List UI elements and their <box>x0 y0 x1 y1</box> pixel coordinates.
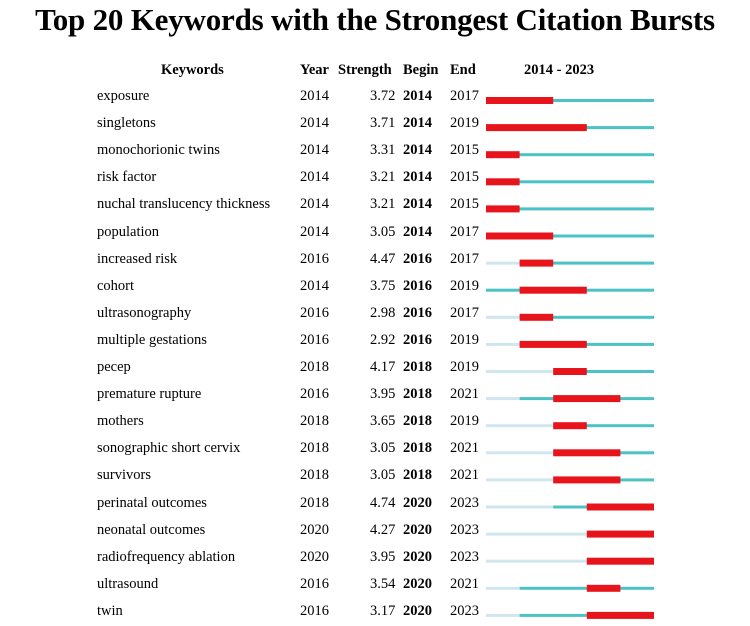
strength-cell: 2.92 <box>370 331 396 348</box>
strength-cell: 3.17 <box>370 602 396 619</box>
keyword-cell: nuchal translucency thickness <box>97 196 271 213</box>
header-end: End <box>450 62 476 78</box>
year-cell: 2018 <box>300 440 329 457</box>
strength-cell: 3.65 <box>370 413 396 430</box>
end-cell: 2017 <box>450 223 479 240</box>
begin-cell: 2018 <box>403 359 432 375</box>
begin-cell: 2018 <box>403 386 432 403</box>
inactive-segment <box>486 506 553 509</box>
begin-cell: 2016 <box>403 277 432 294</box>
burst-bar <box>486 205 520 212</box>
year-cell: 2016 <box>300 304 329 321</box>
end-cell: 2019 <box>450 413 479 430</box>
end-cell: 2019 <box>450 359 479 375</box>
end-cell: 2021 <box>450 467 479 484</box>
strength-cell: 3.31 <box>370 142 396 159</box>
burst-bar <box>486 97 553 104</box>
year-cell: 2014 <box>300 142 329 159</box>
strength-cell: 3.05 <box>370 223 396 240</box>
inactive-segment <box>486 397 520 400</box>
keyword-cell: neonatal outcomes <box>97 521 206 538</box>
keyword-cell: increased risk <box>97 250 178 267</box>
end-cell: 2021 <box>450 386 479 403</box>
burst-bar <box>520 287 587 294</box>
burst-bar <box>486 233 553 240</box>
year-cell: 2018 <box>300 494 329 511</box>
inactive-segment <box>486 370 553 373</box>
end-cell: 2023 <box>450 548 479 565</box>
burst-bar <box>553 449 620 456</box>
inactive-segment <box>486 343 520 346</box>
keyword-cell: risk factor <box>97 169 157 186</box>
year-cell: 2014 <box>300 277 329 294</box>
burst-bar <box>553 368 587 375</box>
begin-cell: 2016 <box>403 331 432 348</box>
year-cell: 2016 <box>300 575 329 592</box>
keyword-cell: population <box>97 223 160 240</box>
begin-cell: 2016 <box>403 304 432 321</box>
strength-cell: 4.74 <box>370 494 396 511</box>
begin-cell: 2020 <box>403 602 432 619</box>
burst-bar <box>587 504 654 511</box>
begin-cell: 2014 <box>403 88 432 104</box>
end-cell: 2019 <box>450 331 479 348</box>
burst-bar <box>520 341 587 348</box>
inactive-segment <box>486 451 553 454</box>
keyword-cell: cohort <box>97 277 135 294</box>
year-cell: 2016 <box>300 386 329 403</box>
begin-cell: 2020 <box>403 575 432 592</box>
keyword-cell: singletons <box>97 115 156 132</box>
strength-cell: 3.95 <box>370 386 396 403</box>
burst-bar <box>520 314 554 321</box>
year-cell: 2020 <box>300 548 329 565</box>
chart-title: Top 20 Keywords with the Strongest Citation Bursts <box>35 2 715 37</box>
begin-cell: 2018 <box>403 467 432 484</box>
header-range: 2014 - 2023 <box>524 62 595 78</box>
year-cell: 2018 <box>300 359 329 375</box>
keyword-cell: perinatal outcomes <box>97 494 207 511</box>
burst-bar <box>553 395 620 402</box>
burst-bar <box>486 151 520 158</box>
inactive-segment <box>486 587 520 590</box>
keyword-cell: monochorionic twins <box>97 142 220 159</box>
strength-cell: 3.54 <box>370 575 396 592</box>
strength-cell: 3.75 <box>370 277 396 294</box>
begin-cell: 2014 <box>403 115 432 132</box>
strength-cell: 3.21 <box>370 169 396 186</box>
keyword-cell: radiofrequency ablation <box>97 548 236 565</box>
header-year: Year <box>300 62 329 78</box>
year-cell: 2016 <box>300 250 329 267</box>
inactive-segment <box>486 560 587 563</box>
end-cell: 2023 <box>450 494 479 511</box>
keyword-cell: mothers <box>97 413 144 430</box>
keyword-cell: exposure <box>97 88 150 104</box>
year-cell: 2020 <box>300 521 329 538</box>
burst-bar <box>587 585 621 592</box>
burst-bar <box>553 476 620 483</box>
strength-cell: 4.47 <box>370 250 396 267</box>
end-cell: 2023 <box>450 602 479 619</box>
end-cell: 2017 <box>450 88 479 104</box>
keyword-cell: ultrasound <box>97 575 159 592</box>
inactive-segment <box>486 533 587 536</box>
end-cell: 2017 <box>450 304 479 321</box>
keyword-cell: multiple gestations <box>97 331 207 348</box>
header-begin: Begin <box>403 62 439 78</box>
year-cell: 2014 <box>300 223 329 240</box>
burst-bar <box>587 558 654 565</box>
header-strength: Strength <box>338 62 392 78</box>
end-cell: 2015 <box>450 169 479 186</box>
strength-cell: 4.17 <box>370 359 396 375</box>
begin-cell: 2020 <box>403 494 432 511</box>
year-cell: 2018 <box>300 413 329 430</box>
burst-bar <box>587 531 654 538</box>
keyword-cell: twin <box>97 602 123 619</box>
inactive-segment <box>486 424 553 427</box>
keyword-cell: sonographic short cervix <box>97 440 241 457</box>
strength-cell: 3.05 <box>370 440 396 457</box>
burst-bar <box>587 612 654 619</box>
end-cell: 2023 <box>450 521 479 538</box>
strength-cell: 2.98 <box>370 304 396 321</box>
begin-cell: 2014 <box>403 223 432 240</box>
inactive-segment <box>486 262 520 265</box>
end-cell: 2021 <box>450 440 479 457</box>
begin-cell: 2020 <box>403 548 432 565</box>
year-cell: 2018 <box>300 467 329 484</box>
burst-bar <box>486 178 520 185</box>
begin-cell: 2014 <box>403 196 432 213</box>
keyword-cell: premature rupture <box>97 386 202 403</box>
strength-cell: 3.72 <box>370 88 396 104</box>
begin-cell: 2018 <box>403 413 432 430</box>
strength-cell: 4.27 <box>370 521 396 538</box>
burst-bar <box>553 422 587 429</box>
strength-cell: 3.05 <box>370 467 396 484</box>
end-cell: 2019 <box>450 277 479 294</box>
strength-cell: 3.21 <box>370 196 396 213</box>
end-cell: 2021 <box>450 575 479 592</box>
strength-cell: 3.71 <box>370 115 396 132</box>
end-cell: 2019 <box>450 115 479 132</box>
begin-cell: 2014 <box>403 142 432 159</box>
end-cell: 2015 <box>450 142 479 159</box>
year-cell: 2014 <box>300 196 329 213</box>
begin-cell: 2018 <box>403 440 432 457</box>
keyword-cell: survivors <box>97 467 151 484</box>
begin-cell: 2020 <box>403 521 432 538</box>
year-cell: 2016 <box>300 602 329 619</box>
burst-bar <box>520 260 554 267</box>
strength-cell: 3.95 <box>370 548 396 565</box>
end-cell: 2017 <box>450 250 479 267</box>
inactive-segment <box>486 614 520 617</box>
burst-bar <box>486 124 587 131</box>
begin-cell: 2014 <box>403 169 432 186</box>
keyword-cell: pecep <box>97 359 131 375</box>
begin-cell: 2016 <box>403 250 432 267</box>
keyword-cell: ultrasonography <box>97 304 192 321</box>
year-cell: 2016 <box>300 331 329 348</box>
year-cell: 2014 <box>300 88 329 104</box>
header-keywords: Keywords <box>161 62 224 78</box>
year-cell: 2014 <box>300 115 329 132</box>
inactive-segment <box>486 478 553 481</box>
inactive-segment <box>486 316 520 319</box>
end-cell: 2015 <box>450 196 479 213</box>
year-cell: 2014 <box>300 169 329 186</box>
